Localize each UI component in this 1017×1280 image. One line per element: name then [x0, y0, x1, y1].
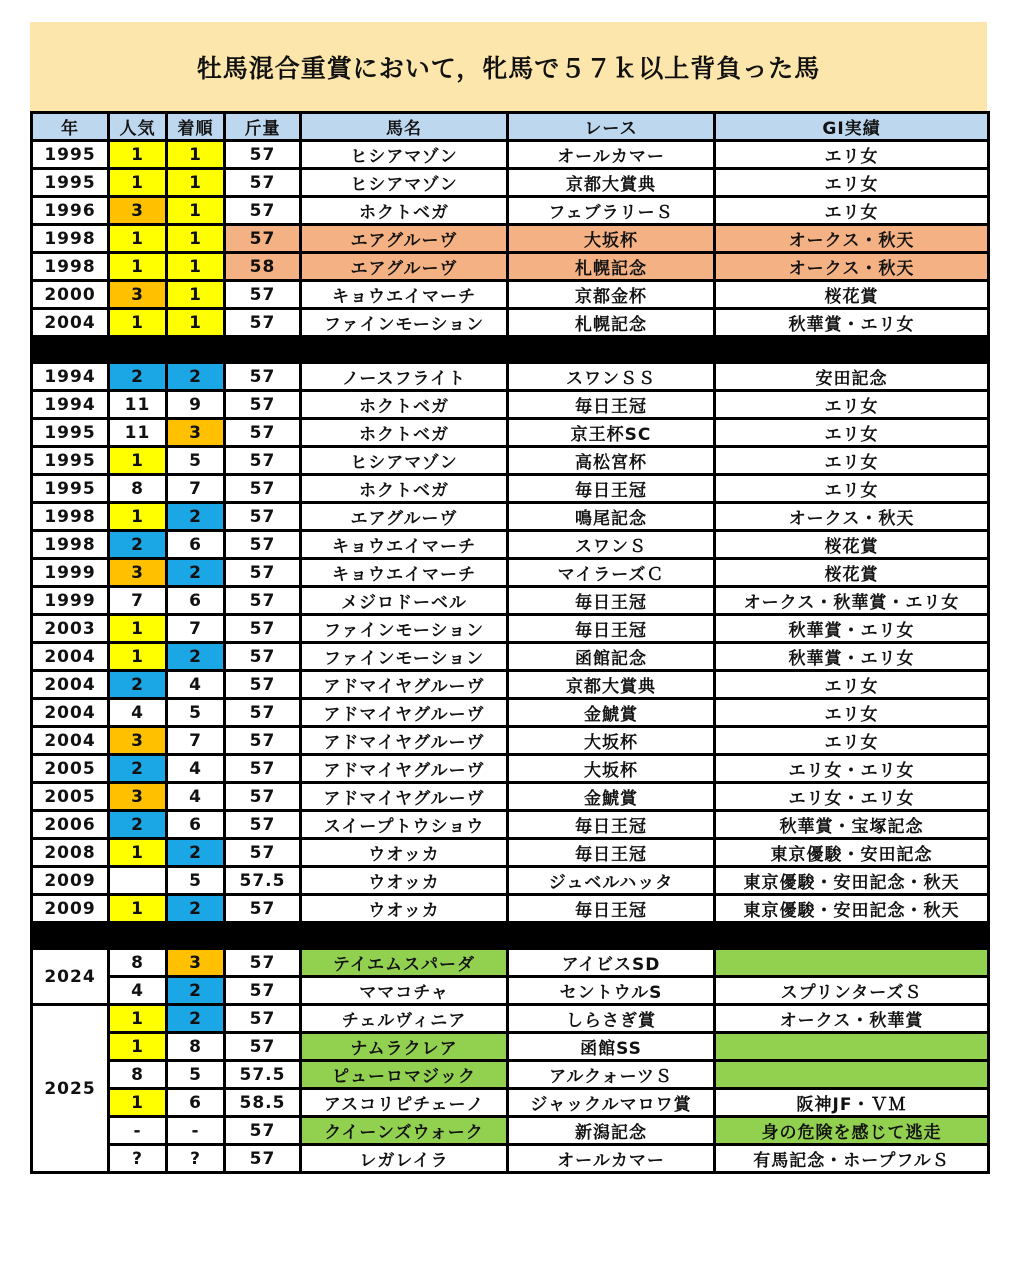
year-cell: 2009: [32, 895, 109, 923]
finish-cell: 2: [167, 503, 225, 531]
horse-name-cell: レガレイラ: [301, 1145, 508, 1173]
finish-cell: 6: [167, 811, 225, 839]
race-cell: 毎日王冠: [508, 839, 715, 867]
popularity-cell: 2: [109, 671, 167, 699]
g1-record-cell: エリ女: [715, 197, 989, 225]
sheet-title: 牡馬混合重賞において，牝馬で５７ｋ以上背負った馬: [30, 22, 987, 111]
weight-cell: 57: [225, 699, 301, 727]
table-row: [32, 419, 989, 447]
weight-cell: 57: [225, 503, 301, 531]
horse-name-cell: ファインモーション: [301, 643, 508, 671]
section-divider: [32, 337, 989, 363]
g1-record-cell: エリ女: [715, 699, 989, 727]
weight-cell: 57.5: [225, 1061, 301, 1089]
popularity-cell: 3: [109, 727, 167, 755]
horse-name-cell: メジロドーベル: [301, 587, 508, 615]
race-cell: 鳴尾記念: [508, 503, 715, 531]
popularity-cell: 2: [109, 811, 167, 839]
race-cell: 金鯱賞: [508, 699, 715, 727]
horse-name-cell: ピューロマジック: [301, 1061, 508, 1089]
weight-cell: 57: [225, 839, 301, 867]
popularity-cell: 1: [109, 253, 167, 281]
horse-name-cell: ホクトベガ: [301, 419, 508, 447]
table-row: [32, 755, 989, 783]
g1-record-cell: エリ女: [715, 475, 989, 503]
popularity-cell: -: [109, 1117, 167, 1145]
finish-cell: 1: [167, 197, 225, 225]
race-cell: 京王杯SC: [508, 419, 715, 447]
popularity-cell: 1: [109, 225, 167, 253]
year-cell: 2024: [32, 949, 109, 1005]
race-cell: スワンＳ: [508, 531, 715, 559]
popularity-cell: 4: [109, 699, 167, 727]
popularity-cell: 1: [109, 503, 167, 531]
horse-name-cell: チェルヴィニア: [301, 1005, 508, 1033]
race-cell: 京都大賞典: [508, 671, 715, 699]
g1-record-cell: エリ女: [715, 141, 989, 169]
popularity-cell: 1: [109, 839, 167, 867]
g1-record-cell: 東京優駿・安田記念: [715, 839, 989, 867]
year-cell: 1996: [32, 197, 109, 225]
table-row: [32, 587, 989, 615]
year-cell: 2009: [32, 867, 109, 895]
finish-cell: 6: [167, 531, 225, 559]
finish-cell: 5: [167, 447, 225, 475]
g1-record-cell: 桜花賞: [715, 531, 989, 559]
popularity-cell: 8: [109, 475, 167, 503]
header-race: レース: [508, 113, 715, 141]
popularity-cell: 3: [109, 197, 167, 225]
results-sheet: [30, 22, 987, 1174]
finish-cell: 1: [167, 281, 225, 309]
table-row: [32, 895, 989, 923]
year-cell: 1995: [32, 475, 109, 503]
g1-record-cell: オークス・秋天: [715, 225, 989, 253]
popularity-cell: 1: [109, 1005, 167, 1033]
weight-cell: 57: [225, 755, 301, 783]
g1-record-cell: オークス・秋天: [715, 503, 989, 531]
header-popularity: 人気: [109, 113, 167, 141]
table-row: [32, 1005, 989, 1033]
g1-record-cell: エリ女・エリ女: [715, 783, 989, 811]
g1-record-cell: 桜花賞: [715, 559, 989, 587]
header-weight: 斤量: [225, 113, 301, 141]
popularity-cell: 1: [109, 447, 167, 475]
race-cell: アイビスSD: [508, 949, 715, 977]
finish-cell: 1: [167, 225, 225, 253]
race-cell: オールカマー: [508, 141, 715, 169]
finish-cell: 2: [167, 977, 225, 1005]
table-row: [32, 503, 989, 531]
g1-record-cell: 秋華賞・エリ女: [715, 615, 989, 643]
year-cell: 2025: [32, 1005, 109, 1173]
year-cell: 1998: [32, 531, 109, 559]
popularity-cell: 3: [109, 783, 167, 811]
weight-cell: 57: [225, 615, 301, 643]
horse-name-cell: ホクトベガ: [301, 391, 508, 419]
year-cell: 2004: [32, 671, 109, 699]
g1-record-cell: 東京優駿・安田記念・秋天: [715, 895, 989, 923]
horse-name-cell: エアグルーヴ: [301, 503, 508, 531]
popularity-cell: 8: [109, 1061, 167, 1089]
year-cell: 2004: [32, 727, 109, 755]
table-row: [32, 727, 989, 755]
finish-cell: 2: [167, 363, 225, 391]
horse-name-cell: ヒシアマゾン: [301, 447, 508, 475]
race-cell: 毎日王冠: [508, 475, 715, 503]
horse-name-cell: アドマイヤグルーヴ: [301, 727, 508, 755]
year-cell: 1998: [32, 225, 109, 253]
horse-name-cell: ホクトベガ: [301, 197, 508, 225]
table-row: [32, 811, 989, 839]
race-cell: 金鯱賞: [508, 783, 715, 811]
popularity-cell: 2: [109, 755, 167, 783]
finish-cell: 9: [167, 391, 225, 419]
race-cell: オールカマー: [508, 1145, 715, 1173]
horse-name-cell: ナムラクレア: [301, 1033, 508, 1061]
finish-cell: 3: [167, 419, 225, 447]
horse-name-cell: エアグルーヴ: [301, 253, 508, 281]
table-row: [32, 977, 989, 1005]
weight-cell: 58.5: [225, 1089, 301, 1117]
race-cell: 札幌記念: [508, 253, 715, 281]
popularity-cell: 8: [109, 949, 167, 977]
race-cell: フェブラリーＳ: [508, 197, 715, 225]
race-cell: 札幌記念: [508, 309, 715, 337]
popularity-cell: 1: [109, 643, 167, 671]
weight-cell: 57: [225, 811, 301, 839]
horse-name-cell: ウオッカ: [301, 867, 508, 895]
finish-cell: 2: [167, 839, 225, 867]
year-cell: 1994: [32, 391, 109, 419]
year-cell: 2005: [32, 783, 109, 811]
g1-record-cell: スプリンターズＳ: [715, 977, 989, 1005]
g1-record-cell: 東京優駿・安田記念・秋天: [715, 867, 989, 895]
weight-cell: 57: [225, 559, 301, 587]
popularity-cell: 4: [109, 977, 167, 1005]
finish-cell: 1: [167, 253, 225, 281]
table-row: [32, 1145, 989, 1173]
weight-cell: 57: [225, 141, 301, 169]
horse-name-cell: ノースフライト: [301, 363, 508, 391]
horse-name-cell: アドマイヤグルーヴ: [301, 671, 508, 699]
weight-cell: 57: [225, 309, 301, 337]
table-row: [32, 1089, 989, 1117]
year-cell: 2006: [32, 811, 109, 839]
race-cell: 京都金杯: [508, 281, 715, 309]
popularity-cell: 1: [109, 169, 167, 197]
finish-cell: 2: [167, 559, 225, 587]
finish-cell: 1: [167, 169, 225, 197]
table-row: [32, 225, 989, 253]
popularity-cell: 7: [109, 587, 167, 615]
finish-cell: 7: [167, 615, 225, 643]
g1-record-cell: 身の危険を感じて逃走: [715, 1117, 989, 1145]
weight-cell: 57: [225, 949, 301, 977]
finish-cell: 4: [167, 755, 225, 783]
table-row: [32, 615, 989, 643]
finish-cell: 5: [167, 867, 225, 895]
year-cell: 1995: [32, 447, 109, 475]
race-cell: しらさぎ賞: [508, 1005, 715, 1033]
table-row: [32, 783, 989, 811]
year-cell: 2005: [32, 755, 109, 783]
year-cell: 1998: [32, 503, 109, 531]
finish-cell: 7: [167, 475, 225, 503]
popularity-cell: 1: [109, 1033, 167, 1061]
g1-record-cell: 秋華賞・エリ女: [715, 309, 989, 337]
horse-name-cell: アスコリピチェーノ: [301, 1089, 508, 1117]
table-row: [32, 559, 989, 587]
finish-cell: ?: [167, 1145, 225, 1173]
table-row: [32, 1061, 989, 1089]
race-cell: マイラーズＣ: [508, 559, 715, 587]
horse-name-cell: スイープトウショウ: [301, 811, 508, 839]
table-row: [32, 253, 989, 281]
weight-cell: 58: [225, 253, 301, 281]
year-cell: 2000: [32, 281, 109, 309]
weight-cell: 57: [225, 643, 301, 671]
weight-cell: 57.5: [225, 867, 301, 895]
weight-cell: 57: [225, 895, 301, 923]
year-cell: 1999: [32, 559, 109, 587]
horse-name-cell: キョウエイマーチ: [301, 281, 508, 309]
finish-cell: 4: [167, 671, 225, 699]
g1-record-cell: 桜花賞: [715, 281, 989, 309]
header-year: 年: [32, 113, 109, 141]
weight-cell: 57: [225, 727, 301, 755]
header-g1-record: GⅠ実績: [715, 113, 989, 141]
g1-record-cell: オークス・秋天: [715, 253, 989, 281]
race-cell: ジャックルマロワ賞: [508, 1089, 715, 1117]
table-row: [32, 391, 989, 419]
race-cell: 高松宮杯: [508, 447, 715, 475]
race-cell: ジュベルハッタ: [508, 867, 715, 895]
finish-cell: 1: [167, 141, 225, 169]
weight-cell: 57: [225, 363, 301, 391]
g1-record-cell: エリ女: [715, 391, 989, 419]
g1-record-cell: エリ女: [715, 419, 989, 447]
popularity-cell: 1: [109, 309, 167, 337]
year-cell: 1994: [32, 363, 109, 391]
horse-name-cell: キョウエイマーチ: [301, 559, 508, 587]
g1-record-cell: 秋華賞・宝塚記念: [715, 811, 989, 839]
divider-bar: [32, 337, 989, 363]
g1-record-cell: エリ女・エリ女: [715, 755, 989, 783]
horse-name-cell: ママコチャ: [301, 977, 508, 1005]
weight-cell: 57: [225, 225, 301, 253]
finish-cell: 3: [167, 949, 225, 977]
popularity-cell: 11: [109, 391, 167, 419]
table-row: [32, 141, 989, 169]
horse-name-cell: クイーンズウォーク: [301, 1117, 508, 1145]
weight-cell: 57: [225, 977, 301, 1005]
horse-name-cell: エアグルーヴ: [301, 225, 508, 253]
race-cell: 毎日王冠: [508, 615, 715, 643]
g1-record-cell: 阪神JF・ＶＭ: [715, 1089, 989, 1117]
table-row: [32, 363, 989, 391]
finish-cell: 6: [167, 587, 225, 615]
weight-cell: 57: [225, 531, 301, 559]
g1-record-cell: 秋華賞・エリ女: [715, 643, 989, 671]
g1-record-cell: [715, 1033, 989, 1061]
weight-cell: 57: [225, 197, 301, 225]
popularity-cell: 2: [109, 363, 167, 391]
g1-record-cell: オークス・秋華賞・エリ女: [715, 587, 989, 615]
table-row: [32, 309, 989, 337]
table-row: [32, 531, 989, 559]
weight-cell: 57: [225, 447, 301, 475]
weight-cell: 57: [225, 671, 301, 699]
g1-record-cell: エリ女: [715, 169, 989, 197]
popularity-cell: 1: [109, 895, 167, 923]
popularity-cell: 3: [109, 559, 167, 587]
race-cell: 新潟記念: [508, 1117, 715, 1145]
popularity-cell: 1: [109, 1089, 167, 1117]
g1-record-cell: [715, 1061, 989, 1089]
race-cell: セントウルS: [508, 977, 715, 1005]
year-cell: 1999: [32, 587, 109, 615]
weight-cell: 57: [225, 475, 301, 503]
popularity-cell: 2: [109, 531, 167, 559]
year-cell: 2008: [32, 839, 109, 867]
table-row: [32, 197, 989, 225]
table-row: [32, 699, 989, 727]
finish-cell: 2: [167, 895, 225, 923]
popularity-cell: 3: [109, 281, 167, 309]
race-cell: 大坂杯: [508, 755, 715, 783]
year-cell: 1998: [32, 253, 109, 281]
table-row: [32, 867, 989, 895]
race-cell: 毎日王冠: [508, 811, 715, 839]
finish-cell: 5: [167, 699, 225, 727]
horse-name-cell: ウオッカ: [301, 895, 508, 923]
year-cell: 1995: [32, 169, 109, 197]
table-row: [32, 949, 989, 977]
horse-name-cell: アドマイヤグルーヴ: [301, 699, 508, 727]
table-row: [32, 447, 989, 475]
weight-cell: 57: [225, 419, 301, 447]
popularity-cell: 1: [109, 141, 167, 169]
weight-cell: 57: [225, 1117, 301, 1145]
horse-name-cell: ファインモーション: [301, 615, 508, 643]
table-row: [32, 643, 989, 671]
header-finish: 着順: [167, 113, 225, 141]
horse-name-cell: キョウエイマーチ: [301, 531, 508, 559]
race-cell: 毎日王冠: [508, 391, 715, 419]
weight-cell: 57: [225, 587, 301, 615]
popularity-cell: ?: [109, 1145, 167, 1173]
year-cell: 1995: [32, 141, 109, 169]
horse-name-cell: アドマイヤグルーヴ: [301, 783, 508, 811]
finish-cell: 7: [167, 727, 225, 755]
table-row: [32, 839, 989, 867]
weight-cell: 57: [225, 169, 301, 197]
popularity-cell: 1: [109, 615, 167, 643]
race-cell: スワンＳＳ: [508, 363, 715, 391]
year-cell: 2004: [32, 699, 109, 727]
year-cell: 2004: [32, 643, 109, 671]
finish-cell: 2: [167, 1005, 225, 1033]
g1-record-cell: エリ女: [715, 727, 989, 755]
g1-record-cell: エリ女: [715, 671, 989, 699]
finish-cell: 2: [167, 643, 225, 671]
weight-cell: 57: [225, 783, 301, 811]
g1-record-cell: オークス・秋華賞: [715, 1005, 989, 1033]
race-cell: 函館SS: [508, 1033, 715, 1061]
g1-record-cell: [715, 949, 989, 977]
table-row: [32, 281, 989, 309]
horse-name-cell: ファインモーション: [301, 309, 508, 337]
race-cell: 毎日王冠: [508, 895, 715, 923]
race-cell: 毎日王冠: [508, 587, 715, 615]
weight-cell: 57: [225, 1145, 301, 1173]
race-cell: 大坂杯: [508, 727, 715, 755]
table-row: [32, 671, 989, 699]
race-cell: アルクォーツＳ: [508, 1061, 715, 1089]
section-divider: [32, 923, 989, 949]
race-cell: 大坂杯: [508, 225, 715, 253]
horse-name-cell: ウオッカ: [301, 839, 508, 867]
popularity-cell: 11: [109, 419, 167, 447]
horse-name-cell: アドマイヤグルーヴ: [301, 755, 508, 783]
finish-cell: 4: [167, 783, 225, 811]
g1-record-cell: エリ女: [715, 447, 989, 475]
weight-cell: 57: [225, 1005, 301, 1033]
table-row: [32, 169, 989, 197]
results-table: [30, 111, 990, 1174]
weight-cell: 57: [225, 391, 301, 419]
race-cell: 京都大賞典: [508, 169, 715, 197]
weight-cell: 57: [225, 1033, 301, 1061]
table-row: [32, 1033, 989, 1061]
finish-cell: 6: [167, 1089, 225, 1117]
weight-cell: 57: [225, 281, 301, 309]
g1-record-cell: 有馬記念・ホープフルＳ: [715, 1145, 989, 1173]
finish-cell: 5: [167, 1061, 225, 1089]
year-cell: 2004: [32, 309, 109, 337]
table-row: [32, 475, 989, 503]
race-cell: 函館記念: [508, 643, 715, 671]
year-cell: 2003: [32, 615, 109, 643]
finish-cell: -: [167, 1117, 225, 1145]
finish-cell: 1: [167, 309, 225, 337]
horse-name-cell: ホクトベガ: [301, 475, 508, 503]
year-cell: 1995: [32, 419, 109, 447]
popularity-cell: [109, 867, 167, 895]
table-row: [32, 1117, 989, 1145]
g1-record-cell: 安田記念: [715, 363, 989, 391]
finish-cell: 8: [167, 1033, 225, 1061]
horse-name-cell: ヒシアマゾン: [301, 169, 508, 197]
header-row: [32, 113, 989, 141]
horse-name-cell: テイエムスパーダ: [301, 949, 508, 977]
divider-bar: [32, 923, 989, 949]
horse-name-cell: ヒシアマゾン: [301, 141, 508, 169]
header-horse-name: 馬名: [301, 113, 508, 141]
